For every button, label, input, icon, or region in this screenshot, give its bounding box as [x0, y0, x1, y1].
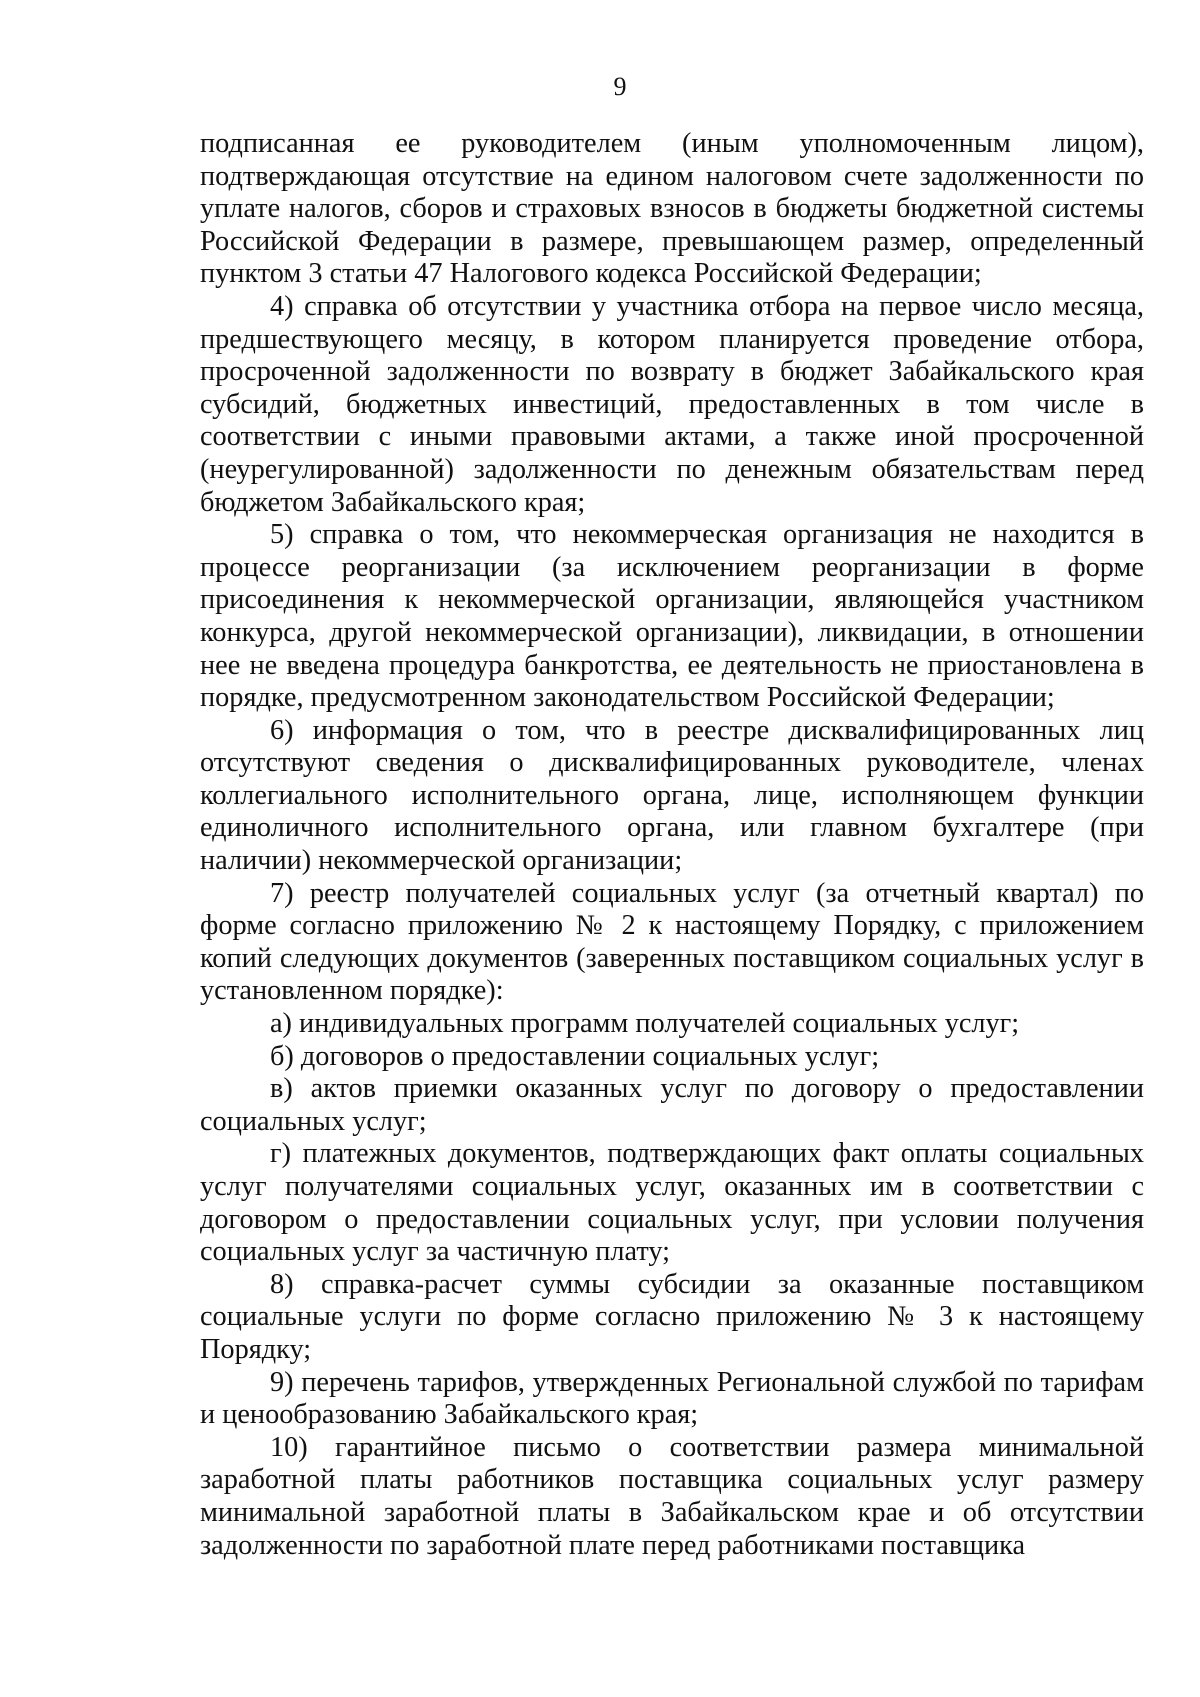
paragraph-item-9: 9) перечень тарифов, утвержденных Региональной службой по тарифам и ценообразованию Забайкальского края;	[200, 1366, 1144, 1431]
paragraph-subitem-a: а) индивидуальных программ получателей социальных услуг;	[270, 1008, 1020, 1040]
paragraph-item-5: 5) справка о том, что некоммерческая организация не находится в процессе реорганизации (за исключением реорганизации в форме присоединения к некоммерческой организации, являющейся участником конкурса, другой некоммерческой организации), ликвидации, в отношении нее не введена процедура банкротства, ее деятельность не приостановлена в порядке, предусмотренном законодательством Российской Федерации;	[200, 519, 1144, 714]
paragraph-item-4: 4) справка об отсутствии у участника отбора на первое число месяца, предшествующего месяцу, в котором планируется проведение отбора, просроченной задолженности по возврату в бюджет Забайкальского края субсидий, бюджетных инвестиций, предоставленных в том числе в соответствии с иными правовыми актами, а также иной просроченной (неурегулированной) задолженности по денежным обязательствам перед бюджетом Забайкальского края;	[200, 290, 1144, 518]
paragraph-item-6: 6) информация о том, что в реестре дисквалифицированных лиц отсутствуют сведения о дисквалифицированных руководителе, членах коллегиального исполнительного органа, лице, исполняющем функции единоличного исполнительного органа, или главном бухгалтере (при наличии) некоммерческой организации;	[200, 714, 1144, 877]
paragraph-continuation: подписанная ее руководителем (иным уполномоченным лицом), подтверждающая отсутствие на едином налоговом счете задолженности по уплате налогов, сборов и страховых взносов в бюджеты бюджетной системы Российской Федерации в размере, превышающем размер, определенный пунктом 3 статьи 47 Налогового кодекса Российской Федерации;	[200, 128, 1144, 290]
paragraph-item-8: 8) справка-расчет суммы субсидии за оказанные поставщиком социальные услуги по форме согласно приложению № 3 к настоящему Порядку;	[200, 1268, 1144, 1365]
page-number: 9	[613, 72, 627, 101]
document-body	[200, 128, 1144, 1562]
paragraph-subitem-v: в) актов приемки оказанных услуг по договору о предоставлении социальных услуг;	[200, 1073, 1144, 1137]
paragraph-subitem-g: г) платежных документов, подтверждающих факт оплаты социальных услуг получателями социальных услуг, оказанных им в соответствии с договором о предоставлении социальных услуг, при условии получения социальных услуг за частичную плату;	[200, 1138, 1144, 1268]
paragraph-item-7: 7) реестр получателей социальных услуг (за отчетный квартал) по форме согласно приложению № 2 к настоящему Порядку, с приложением копий следующих документов (заверенных поставщиком социальных услуг в установленном порядке):	[200, 877, 1144, 1007]
paragraph-subitem-b: б) договоров о предоставлении социальных услуг;	[270, 1040, 880, 1072]
paragraph-item-10: 10) гарантийное письмо о соответствии размера минимальной заработной платы работников поставщика социальных услуг размеру минимальной заработной платы в Забайкальском крае и об отсутствии задолженности по заработной плате перед работниками поставщика	[200, 1431, 1144, 1561]
